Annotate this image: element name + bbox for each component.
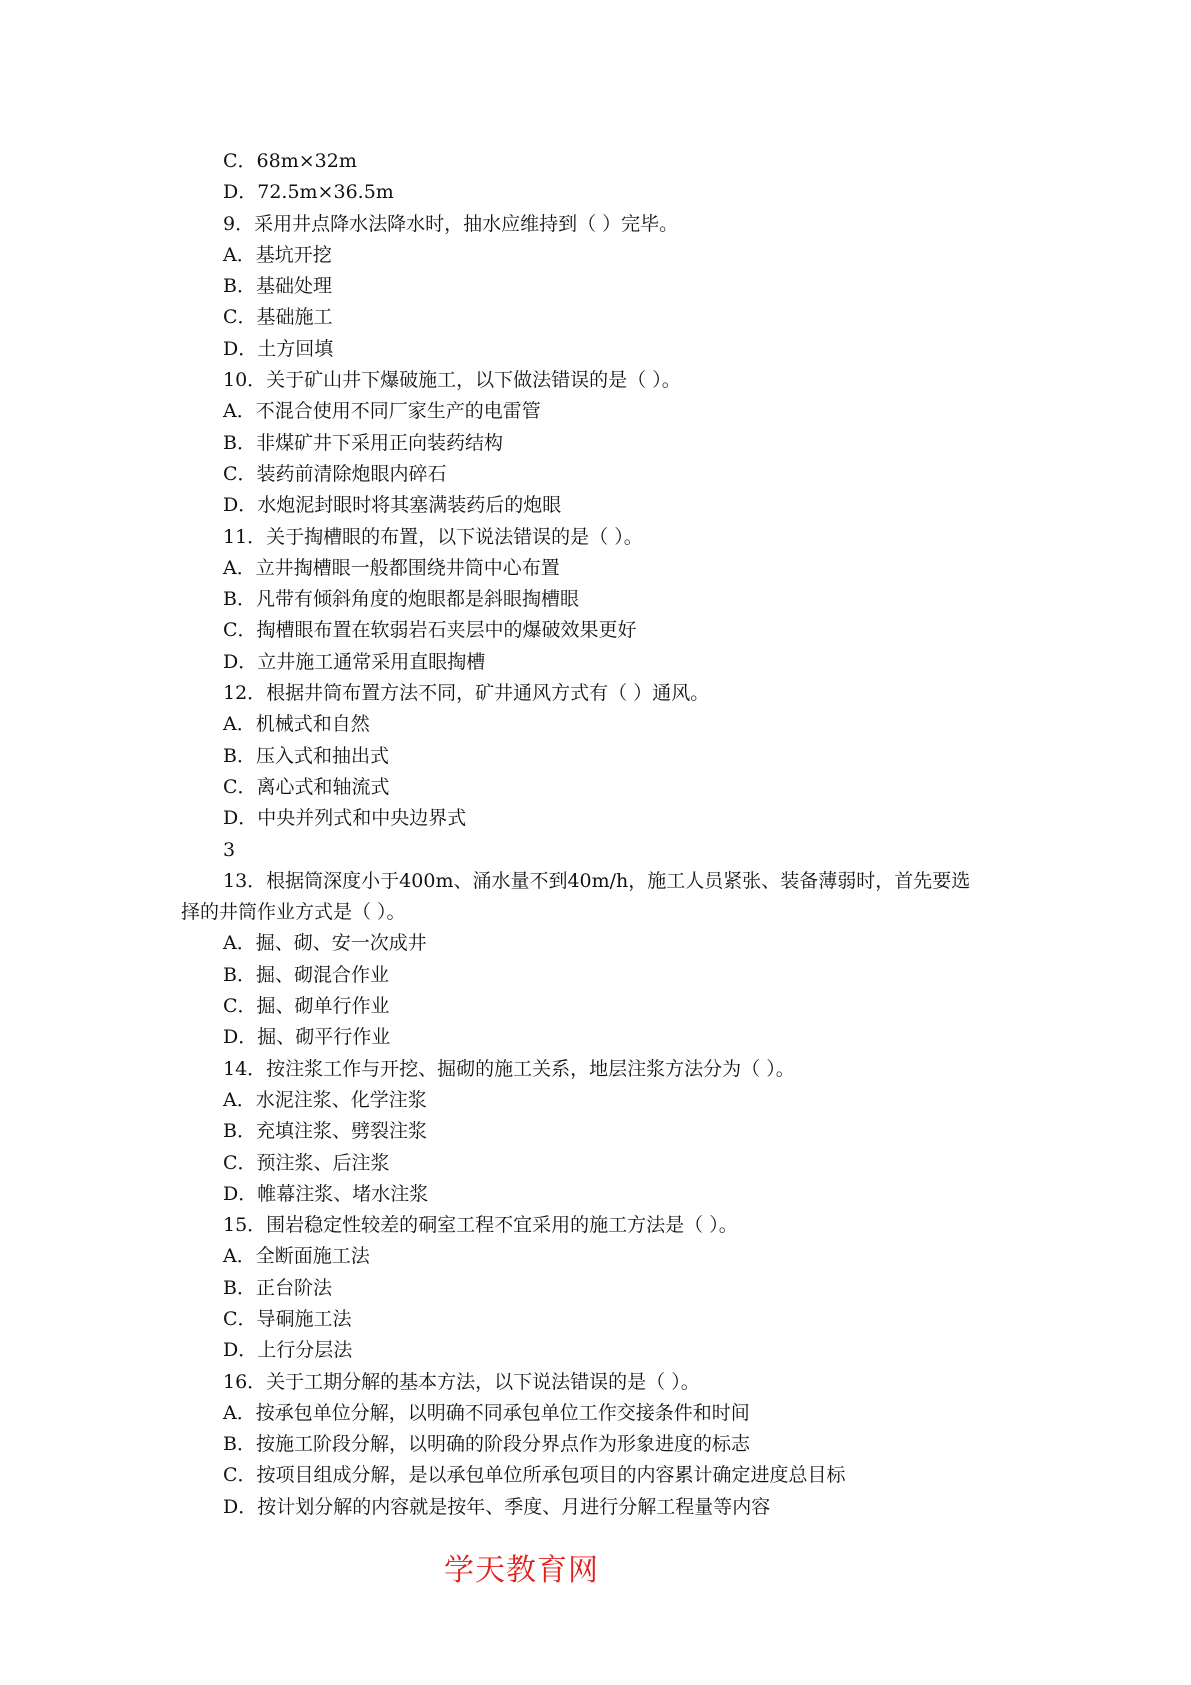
text-line: 11．关于掏槽眼的布置，以下说法错误的是（ ）。 — [223, 525, 643, 548]
watermark-text: 学天教育网 — [444, 1553, 599, 1588]
text-line: C．基础施工 — [223, 306, 333, 329]
text-line: C．掏槽眼布置在软弱岩石夹层中的爆破效果更好 — [223, 619, 637, 642]
text-line: A．按承包单位分解，以明确不同承包单位工作交接条件和时间 — [223, 1401, 750, 1424]
question-list — [181, 146, 1041, 1523]
text-line: B．正台阶法 — [223, 1276, 332, 1299]
text-line: D．土方回填 — [223, 337, 334, 360]
text-line: B．压入式和抽出式 — [223, 744, 389, 767]
text-line: C．导硐施工法 — [223, 1307, 352, 1330]
text-line: B．非煤矿井下采用正向装药结构 — [223, 431, 503, 454]
text-line: 14．按注浆工作与开挖、掘砌的施工关系，地层注浆方法分为（ ）。 — [223, 1057, 795, 1080]
text-line: A．基坑开挖 — [223, 243, 332, 266]
text-line: D．立井施工通常采用直眼掏槽 — [223, 650, 486, 673]
text-line: 15．围岩稳定性较差的硐室工程不宜采用的施工方法是（ ）。 — [223, 1214, 738, 1237]
footer-watermark — [0, 1545, 1191, 1589]
text-line: 13．根据筒深度小于400m、涌水量不到40m/h，施工人员紧张、装备薄弱时，首先要选 — [223, 869, 971, 892]
text-line: B．按施工阶段分解，以明确的阶段分界点作为形象进度的标志 — [223, 1433, 750, 1456]
text-line: A．全断面施工法 — [223, 1245, 370, 1268]
text-line: A．不混合使用不同厂家生产的电雷管 — [223, 400, 541, 423]
text-line: C．装药前清除炮眼内碎石 — [223, 462, 447, 485]
text-line: A．水泥注浆、化学注浆 — [223, 1088, 427, 1111]
text-line: D．上行分层法 — [223, 1339, 353, 1362]
text-line: D．中央并列式和中央边界式 — [223, 807, 467, 830]
text-line: 12．根据井筒布置方法不同，矿井通风方式有（ ）通风。 — [223, 682, 710, 705]
text-line: 择的井筒作业方式是（ ）。 — [181, 901, 406, 924]
text-line: D．按计划分解的内容就是按年、季度、月进行分解工程量等内容 — [223, 1495, 771, 1518]
text-line: D．72.5m×36.5m — [223, 181, 394, 204]
text-line: D．掘、砌平行作业 — [223, 1026, 391, 1049]
text-line: C．掘、砌单行作业 — [223, 995, 390, 1018]
text-line: D．帷幕注浆、堵水注浆 — [223, 1182, 429, 1205]
text-line: B．充填注浆、劈裂注浆 — [223, 1120, 427, 1143]
text-line: D．水炮泥封眼时将其塞满装药后的炮眼 — [223, 494, 562, 517]
page-number: 3 — [223, 838, 236, 861]
text-line: 16．关于工期分解的基本方法，以下说法错误的是（ ）。 — [223, 1370, 700, 1393]
text-line: 10．关于矿山井下爆破施工，以下做法错误的是（ ）。 — [223, 369, 681, 392]
text-line: A．掘、砌、安一次成井 — [223, 932, 427, 955]
text-line: 9．采用井点降水法降水时，抽水应维持到（ ）完毕。 — [223, 212, 679, 235]
text-line: B．凡带有倾斜角度的炮眼都是斜眼掏槽眼 — [223, 588, 579, 611]
text-line: A．机械式和自然 — [223, 713, 370, 736]
text-line: C．68m×32m — [223, 150, 357, 172]
text-line: C．预注浆、后注浆 — [223, 1151, 390, 1174]
text-line: B．掘、砌混合作业 — [223, 963, 389, 986]
text-line: C．离心式和轴流式 — [223, 775, 390, 798]
text-line: B．基础处理 — [223, 275, 332, 298]
text-line: C．按项目组成分解，是以承包单位所承包项目的内容累计确定进度总目标 — [223, 1464, 846, 1487]
text-line: A．立井掏槽眼一般都围绕井筒中心布置 — [223, 556, 560, 579]
